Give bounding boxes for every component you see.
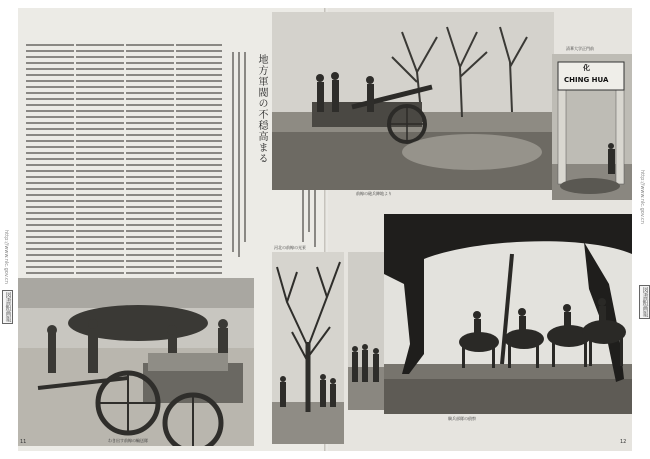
cart-crowd-photo: [18, 278, 254, 446]
tree-soldiers-image: [272, 252, 344, 444]
article-subtitle: 地方軍閥の不穏高まる: [256, 54, 267, 164]
left-page-number: 11: [20, 439, 27, 445]
tree-soldiers-photo: [272, 252, 344, 444]
gate-caption: 清華大学正門前: [566, 46, 594, 51]
gate-sign-name: CHING HUA: [564, 76, 609, 84]
gate-sign-top: 化: [583, 64, 590, 72]
left-margin-url: http://www.nlc.gov.cn: [3, 230, 9, 284]
cart-crowd-caption: わき出す前線の輸送隊: [108, 438, 148, 443]
cart-crowd-image: [18, 278, 254, 446]
article-body-text: [26, 44, 222, 276]
artillery-field-caption: 前線の砲兵陣地より: [356, 191, 392, 196]
tree-soldiers-caption: 河北の前線の光景: [274, 245, 306, 250]
soldiers-strip-image: [348, 252, 388, 410]
horse-cavalry-caption: 騎兵部隊の偵察: [448, 416, 476, 421]
soldiers-strip-photo: [348, 252, 388, 410]
left-margin-tag: 図書館画報: [4, 292, 11, 322]
right-page-number: 12: [620, 439, 627, 445]
right-page: [274, 8, 632, 451]
artillery-field-photo: [272, 12, 554, 190]
right-margin-tag: 図書館画報: [641, 287, 648, 317]
right-margin-url: http://www.nlc.gov.cn: [639, 170, 645, 224]
gate-photo: [552, 54, 632, 200]
article-body-lines: [26, 44, 222, 276]
horse-cavalry-image: [384, 214, 632, 414]
magazine-spread: [18, 8, 632, 451]
horse-cavalry-photo: [384, 214, 632, 414]
text-column-right: [230, 52, 250, 262]
artillery-field-image: [272, 12, 554, 190]
